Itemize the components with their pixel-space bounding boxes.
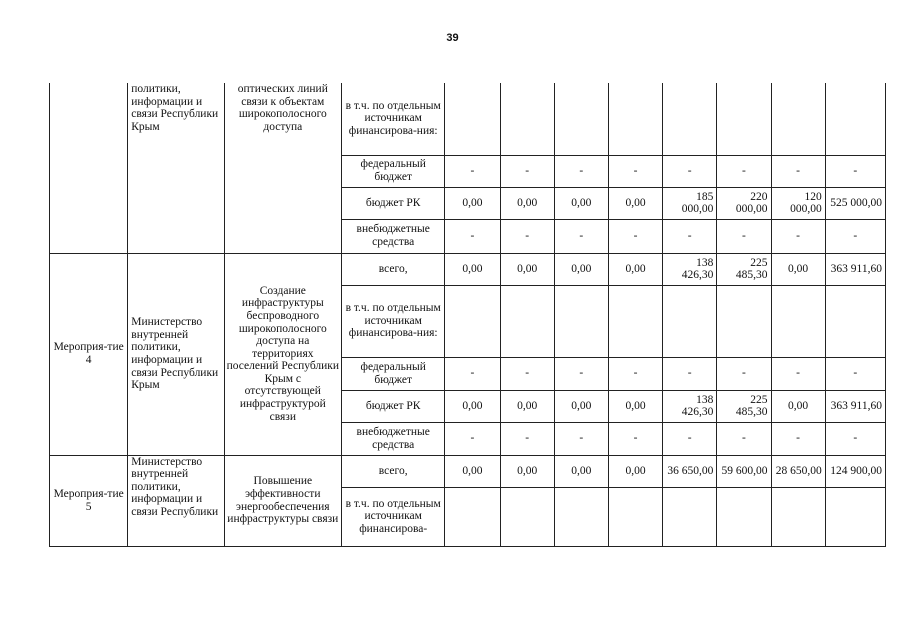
value-cell [771,487,825,546]
value-cell [554,83,608,155]
value-cell: - [717,219,771,253]
value-cell [717,83,771,155]
value-cell: - [500,422,554,455]
value-cell: - [500,357,554,390]
event-name-cell: оптических линий связи к объектам широкополосного доступа [224,83,341,253]
value-cell [608,487,662,546]
value-cell: 0,00 [554,455,608,487]
funding-source-cell: федеральный бюджет [342,357,445,390]
event-name-cell: Повышение эффективности энергообеспечения инфраструктуры связи [224,455,341,546]
value-cell: - [608,422,662,455]
funding-source-cell: бюджет РК [342,390,445,422]
value-cell [500,487,554,546]
value-cell [445,285,500,357]
value-cell: - [771,155,825,187]
financing-table [49,83,886,547]
value-cell: 363 911,60 [825,390,885,422]
value-cell: 0,00 [771,253,825,285]
executor-cell: политики, информации и связи Республики Крым [128,83,224,253]
value-cell: 225 485,30 [717,253,771,285]
value-cell: - [554,219,608,253]
value-cell: 28 650,00 [771,455,825,487]
value-cell [445,83,500,155]
value-cell [717,487,771,546]
event-cell [50,83,128,253]
value-cell [771,83,825,155]
value-cell: - [445,422,500,455]
value-cell: - [663,357,717,390]
value-cell: 363 911,60 [825,253,885,285]
funding-source-cell: внебюджетные средства [342,422,445,455]
event-name-cell: Создание инфраструктуры беспроводного широкополосного доступа на территориях поселений Республики Крым с отсутствующей инфраструктурой связи [224,253,341,455]
value-cell: 525 000,00 [825,187,885,219]
value-cell: - [608,219,662,253]
executor-cell: Министерство внутренней политики, информации и связи Республики Крым [128,253,224,455]
value-cell: 0,00 [608,187,662,219]
value-cell: 120 000,00 [771,187,825,219]
value-cell: - [554,155,608,187]
value-cell: - [608,357,662,390]
value-cell [500,83,554,155]
value-cell [554,487,608,546]
value-cell: 36 650,00 [663,455,717,487]
value-cell: - [608,155,662,187]
value-cell [663,487,717,546]
value-cell: 138 426,30 [663,253,717,285]
value-cell [445,487,500,546]
funding-source-cell: федеральный бюджет [342,155,445,187]
value-cell [663,285,717,357]
value-cell: - [663,219,717,253]
value-cell: - [554,357,608,390]
value-cell: - [771,422,825,455]
value-cell: 0,00 [500,455,554,487]
value-cell: 0,00 [500,253,554,285]
value-cell: 138 426,30 [663,390,717,422]
funding-source-cell: бюджет РК [342,187,445,219]
value-cell [554,285,608,357]
page-number: 39 [446,32,459,44]
value-cell: 0,00 [608,455,662,487]
value-cell: - [500,219,554,253]
value-cell [608,285,662,357]
value-cell [500,285,554,357]
value-cell: - [825,422,885,455]
value-cell: - [500,155,554,187]
value-cell: - [445,219,500,253]
table-row [50,455,886,487]
value-cell: - [771,357,825,390]
value-cell [608,83,662,155]
value-cell: 124 900,00 [825,455,885,487]
funding-source-cell: всего, [342,253,445,285]
value-cell: - [717,357,771,390]
value-cell: 0,00 [445,253,500,285]
value-cell: 0,00 [608,390,662,422]
table-row [50,83,886,155]
value-cell: - [554,422,608,455]
value-cell: - [825,219,885,253]
value-cell: - [771,219,825,253]
value-cell: 0,00 [445,390,500,422]
value-cell: 0,00 [771,390,825,422]
value-cell: - [717,422,771,455]
funding-source-cell: всего, [342,455,445,487]
value-cell: - [663,422,717,455]
value-cell: 0,00 [554,187,608,219]
value-cell: 185 000,00 [663,187,717,219]
funding-source-cell: в т.ч. по отдельным источникам финансирова-ния: [342,285,445,357]
value-cell: 0,00 [554,390,608,422]
funding-source-cell: в т.ч. по отдельным источникам финансирова- [342,487,445,546]
value-cell: - [717,155,771,187]
value-cell: - [663,155,717,187]
value-cell: 0,00 [445,455,500,487]
value-cell [771,285,825,357]
value-cell: - [825,155,885,187]
value-cell: 0,00 [608,253,662,285]
value-cell [717,285,771,357]
value-cell: - [445,155,500,187]
value-cell: 59 600,00 [717,455,771,487]
funding-source-cell: в т.ч. по отдельным источникам финансирова-ния: [342,83,445,155]
event-cell: Мероприя-тие 4 [50,253,128,455]
value-cell: 0,00 [445,187,500,219]
value-cell [663,83,717,155]
value-cell: 220 000,00 [717,187,771,219]
value-cell [825,285,885,357]
value-cell: 0,00 [500,390,554,422]
funding-source-cell: внебюджетные средства [342,219,445,253]
value-cell: 225 485,30 [717,390,771,422]
value-cell: - [445,357,500,390]
value-cell: - [825,357,885,390]
value-cell [825,83,885,155]
event-cell: Мероприя-тие 5 [50,455,128,546]
value-cell [825,487,885,546]
table-row [50,253,886,285]
executor-cell: Министерство внутренней политики, информации и связи Республики [128,455,224,546]
value-cell: 0,00 [554,253,608,285]
value-cell: 0,00 [500,187,554,219]
